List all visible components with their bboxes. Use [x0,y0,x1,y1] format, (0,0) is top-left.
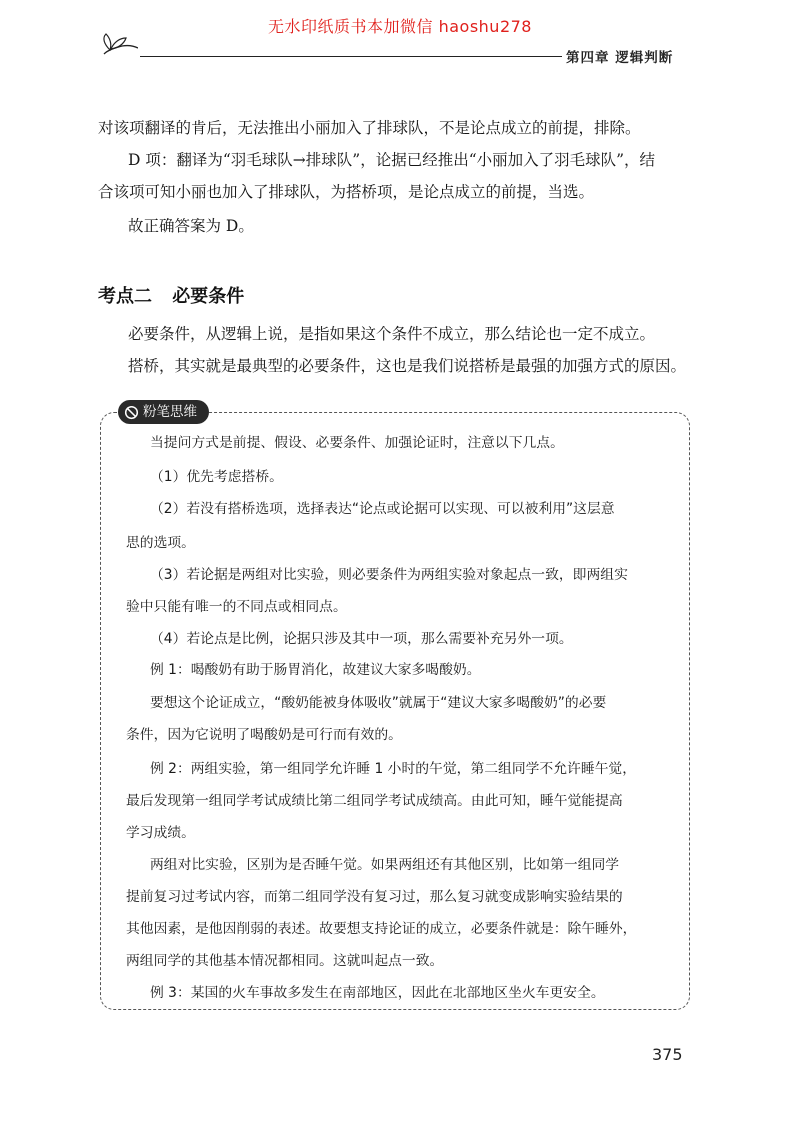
section-title: 考点二 必要条件 [98,286,245,307]
paragraph-line: 对该项翻译的肯后，无法推出小丽加入了排球队，不是论点成立的前提，排除。 [98,119,641,137]
tip-line: 验中只能有唯一的不同点或相同点。 [126,599,347,615]
no-entry-icon [124,405,139,420]
tip-badge [118,400,209,424]
tip-line: 学习成绩。 [126,825,195,841]
tip-line: 要想这个论证成立，“酸奶能被身体吸收”就属于“建议大家多喝酸奶”的必要 [150,695,607,711]
tip-line: 最后发现第一组同学考试成绩比第二组同学考试成绩高。由此可知，睡午觉能提高 [126,793,623,809]
tip-line: 提前复习过考试内容，而第二组同学没有复习过，那么复习就变成影响实验结果的 [126,889,623,905]
sprout-icon [98,28,138,58]
section-paragraph: 必要条件，从逻辑上说，是指如果这个条件不成立，那么结论也一定不成立。 [128,325,656,343]
section-paragraph: 搭桥，其实就是最典型的必要条件，这也是我们说搭桥是最强的加强方式的原因。 [128,357,687,375]
paragraph-line: D 项：翻译为“羽毛球队→排球队”，论据已经推出“小丽加入了羽毛球队”，结 [128,151,656,169]
tip-line: （4）若论点是比例，论据只涉及其中一项，那么需要补充另外一项。 [150,631,573,647]
tip-line: （3）若论据是两组对比实验，则必要条件为两组实验对象起点一致，即两组实 [150,567,628,583]
answer-line: 故正确答案为 D。 [128,217,254,235]
page-number: 375 [652,1045,683,1064]
header-rule [140,56,562,57]
paragraph-line: 合该项可知小丽也加入了排球队，为搭桥项，是论点成立的前提，当选。 [98,183,595,201]
tip-line: 例 2：两组实验，第一组同学允许睡 1 小时的午觉，第二组同学不允许睡午觉， [150,761,637,777]
tip-badge-label: 粉笔思维 [143,404,197,420]
tip-line: 当提问方式是前提、假设、必要条件、加强论证时，注意以下几点。 [150,435,564,451]
tip-line: 其他因素，是他因削弱的表述。故要想支持论证的成立，必要条件就是：除午睡外， [126,921,637,937]
tip-line: 思的选项。 [126,535,195,551]
tip-line: 例 1：喝酸奶有助于肠胃消化，故建议大家多喝酸奶。 [150,662,481,678]
tip-line: （1）优先考虑搭桥。 [150,469,283,485]
tip-line: 例 3：某国的火车事故多发生在南部地区，因此在北部地区坐火车更安全。 [150,985,605,1001]
watermark-text: 无水印纸质书本加微信 haoshu278 [268,17,532,36]
tip-line: 条件，因为它说明了喝酸奶是可行而有效的。 [126,727,402,743]
chapter-title: 第四章 逻辑判断 [566,50,674,66]
tip-line: 两组同学的其他基本情况都相同。这就叫起点一致。 [126,953,444,969]
tip-line: 两组对比实验，区别为是否睡午觉。如果两组还有其他区别，比如第一组同学 [150,857,620,873]
tip-line: （2）若没有搭桥选项，选择表达“论点或论据可以实现、可以被利用”这层意 [150,501,615,517]
